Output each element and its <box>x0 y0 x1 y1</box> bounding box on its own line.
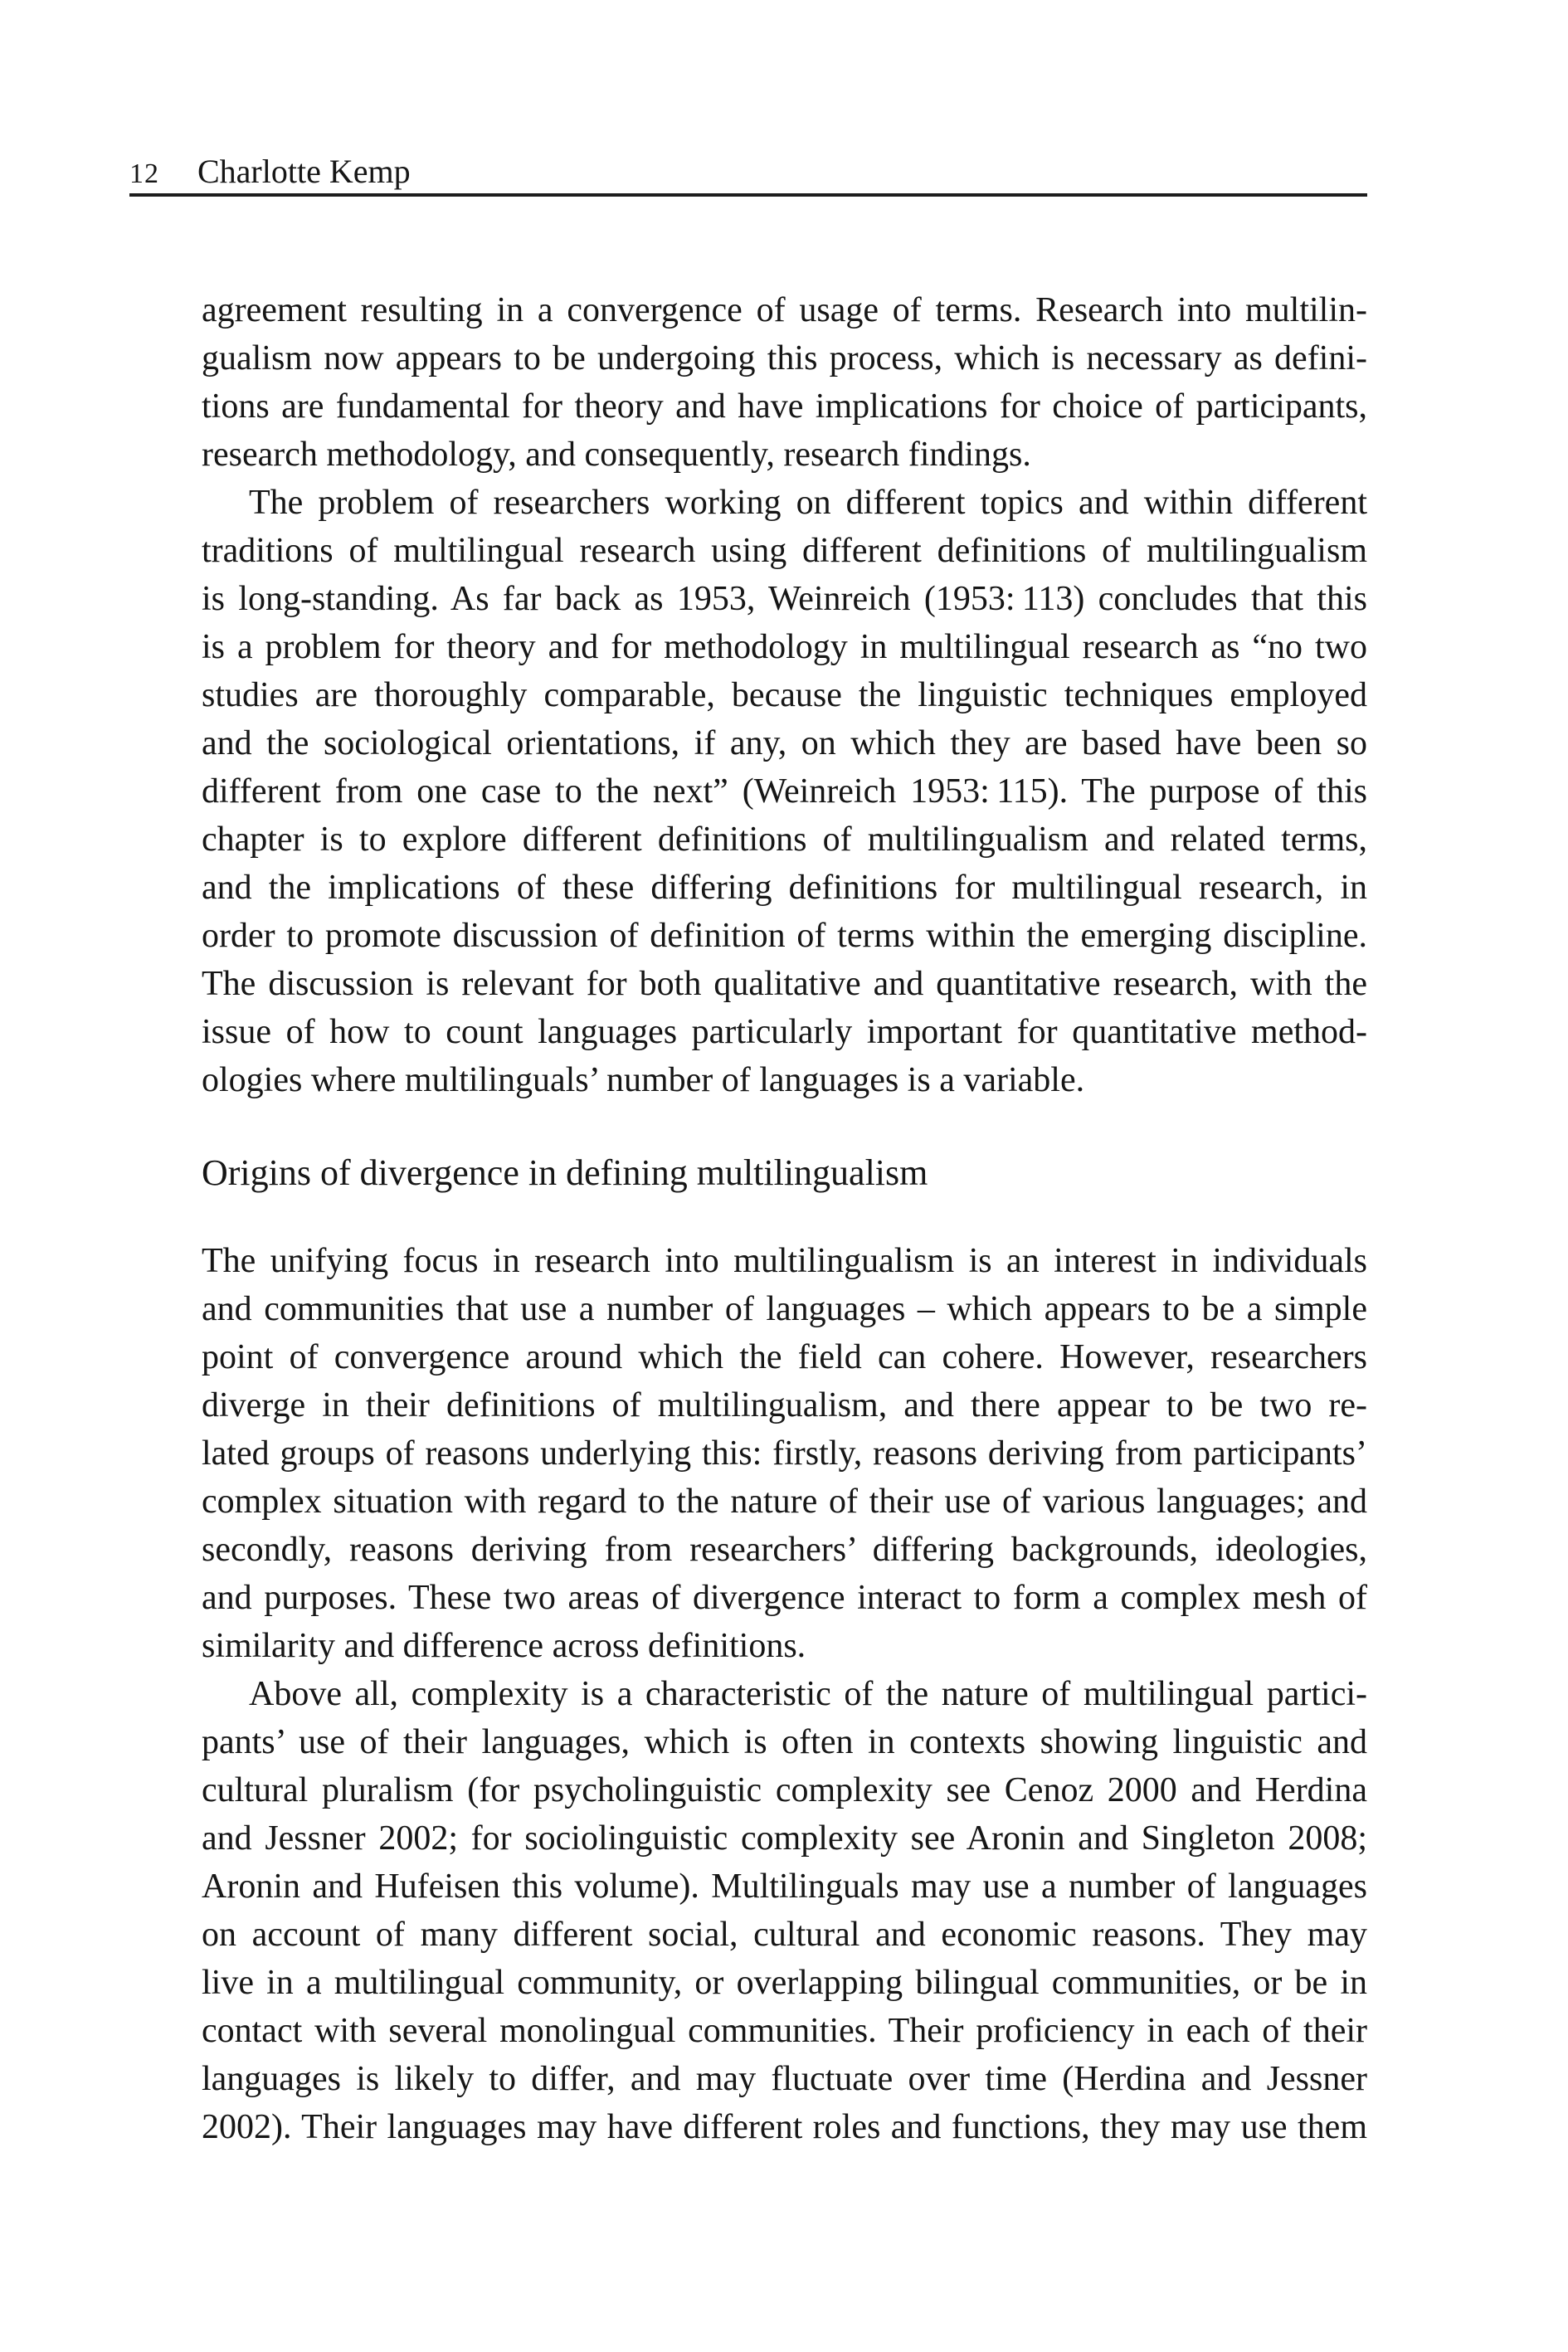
text-line: secondly, reasons deriving from researchers’ differing backgrounds, ideologies, <box>202 1531 1367 1569</box>
running-header <box>129 152 1367 191</box>
text-column <box>202 286 1367 2151</box>
text-line: studies are thoroughly comparable, because the linguistic techniques employed <box>202 676 1367 714</box>
text-line: 2002). Their languages may have different roles and functions, they may use them <box>202 2108 1367 2146</box>
text-line: point of convergence around which the field can cohere. However, researchers <box>202 1338 1367 1376</box>
paragraph-above-all-complexity <box>202 1670 1367 2151</box>
text-line: contact with several monolingual communities. Their proficiency in each of their <box>202 2012 1367 2050</box>
text-line: The problem of researchers working on different topics and within different <box>249 484 1367 522</box>
text-line: chapter is to explore different definitions of multilingualism and related terms, <box>202 821 1367 859</box>
text-line: cultural pluralism (for psycholinguistic complexity see Cenoz 2000 and Herdina <box>202 1771 1367 1809</box>
text-line: live in a multilingual community, or overlapping bilingual communities, or be in <box>202 1964 1367 2002</box>
text-line: traditions of multilingual research using different definitions of multilingualism <box>202 532 1367 570</box>
text-line: complex situation with regard to the nature of their use of various languages; and <box>202 1483 1367 1521</box>
text-line: different from one case to the next” (Weinreich 1953: 115). The purpose of this <box>202 772 1367 811</box>
text-line: issue of how to count languages particularly important for quantitative method- <box>202 1013 1367 1051</box>
text-line: is long-standing. As far back as 1953, Weinreich (1953: 113) concludes that this <box>202 580 1367 618</box>
running-head-author: Charlotte Kemp <box>197 153 411 190</box>
text-line: Aronin and Hufeisen this volume). Multilinguals may use a number of languages <box>202 1867 1367 1906</box>
text-line: on account of many different social, cultural and economic reasons. They may <box>202 1916 1367 1954</box>
text-line: tions are fundamental for theory and have implications for choice of participants, <box>202 387 1367 426</box>
text-line: ologies where multilinguals’ number of languages is a variable. <box>202 1061 1085 1099</box>
text-line: and the sociological orientations, if any, on which they are based have been so <box>202 724 1367 762</box>
paragraph-continuation <box>202 286 1367 479</box>
text-line: diverge in their definitions of multilingualism, and there appear to be two re- <box>202 1386 1367 1424</box>
text-line: The unifying focus in research into multilingualism is an interest in individuals <box>202 1242 1367 1280</box>
header-rule <box>129 193 1367 197</box>
text-line: and communities that use a number of languages – which appears to be a simple <box>202 1290 1367 1328</box>
text-line: and Jessner 2002; for sociolinguistic complexity see Aronin and Singleton 2008; <box>202 1819 1367 1858</box>
text-line: Above all, complexity is a characteristic of the nature of multilingual partici- <box>249 1675 1367 1713</box>
text-line: similarity and difference across definitions. <box>202 1627 806 1665</box>
text-line: order to promote discussion of definition of terms within the emerging discipline. <box>202 917 1367 955</box>
text-line: is a problem for theory and for methodology in multilingual research as “no two <box>202 628 1367 666</box>
text-line: agreement resulting in a convergence of usage of terms. Research into multilin- <box>202 291 1367 329</box>
text-line: and the implications of these differing definitions for multilingual research, in <box>202 869 1367 907</box>
paragraph-problem-of-researchers <box>202 479 1367 1104</box>
text-line: pants’ use of their languages, which is often in contexts showing linguistic and <box>202 1723 1367 1761</box>
text-line: and purposes. These two areas of divergence interact to form a complex mesh of <box>202 1579 1367 1617</box>
text-line: The discussion is relevant for both qualitative and quantitative research, with the <box>202 965 1367 1003</box>
text-line: research methodology, and consequently, research findings. <box>202 436 1031 474</box>
text-line: lated groups of reasons underlying this: firstly, reasons deriving from participants’ <box>202 1434 1367 1473</box>
paragraph-unifying-focus <box>202 1237 1367 1670</box>
text-line: languages is likely to differ, and may fluctuate over time (Herdina and Jessner <box>202 2060 1367 2098</box>
text-line: gualism now appears to be undergoing this process, which is necessary as defini- <box>202 339 1367 377</box>
page-number: 12 <box>129 158 159 189</box>
section-heading: Origins of divergence in defining multilingualism <box>202 1152 928 1193</box>
